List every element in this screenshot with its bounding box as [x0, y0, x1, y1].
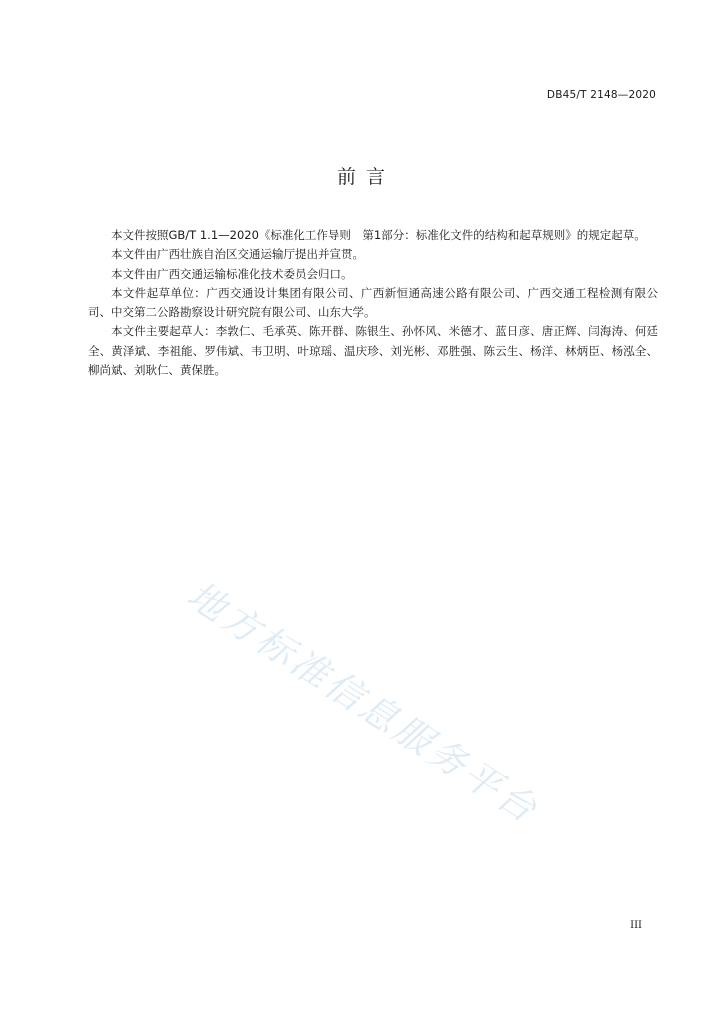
page-title: 前 言 [336, 166, 388, 188]
paragraph-drafting-units: 本文件起草单位：广西交通设计集团有限公司、广西新恒通高速公路有限公司、广西交通工程检测有限公司、中交第二公路勘察设计研究院有限公司、山东大学。 [88, 285, 658, 320]
paragraph-drafting-rules: 本文件按照GB/T 1.1—2020《标准化工作导则 第1部分：标准化文件的结构和起草规则》的规定起草。 [111, 228, 646, 242]
foreword-body [88, 226, 658, 380]
paragraph-proposer: 本文件由广西壮族自治区交通运输厅提出并宣贯。 [111, 247, 364, 262]
watermark: 地方标准信息服务平台 [179, 573, 547, 833]
paragraph-drafters: 本文件主要起草人：李敦仁、毛承英、陈开群、陈银生、孙怀风、米德才、蓝日彦、唐正辉、闫海涛、何廷全、黄泽斌、李祖能、罗伟斌、韦卫明、叶琼瑶、温庆珍、刘光彬、邓胜强、陈云生、杨洋、林炳臣、杨泓全、柳尚斌、刘耿仁、黄保胜。 [88, 324, 658, 378]
page-number: III [630, 920, 642, 931]
paragraph-centralized: 本文件由广西交通运输标准化技术委员会归口。 [111, 266, 353, 281]
standard-code: DB45/T 2148—2020 [546, 89, 656, 101]
